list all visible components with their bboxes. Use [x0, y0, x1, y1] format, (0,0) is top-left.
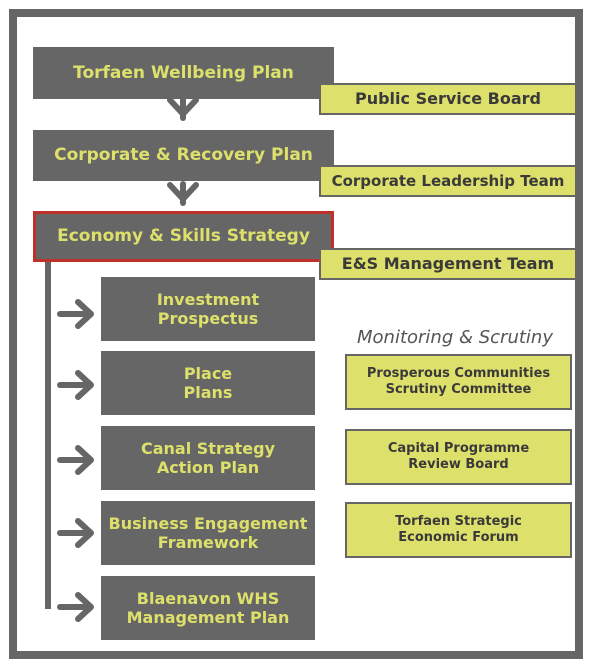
plan-box-canal — [101, 426, 315, 490]
corporate-plan-label: Corporate & Recovery Plan — [54, 145, 313, 166]
plan-box-business — [101, 501, 315, 565]
plan-line2: Prospectus — [157, 309, 259, 328]
wellbeing-plan-label: Torfaen Wellbeing Plan — [73, 62, 294, 83]
economy-strategy-label: Economy & Skills Strategy — [57, 226, 310, 247]
down-arrow-1 — [170, 99, 196, 118]
wellbeing-plan-box — [33, 47, 334, 99]
plan-line2: Framework — [157, 533, 259, 552]
right-arrow-2 — [60, 373, 91, 397]
plan-line1: Business Engagement — [108, 513, 308, 533]
plan-box-blaenavon — [101, 576, 315, 640]
right-arrow-3 — [60, 448, 91, 472]
corporate-plan-box — [33, 130, 334, 181]
plan-box-place — [101, 351, 315, 415]
plan-line1: Investment — [156, 289, 260, 309]
plan-line1: Blaenavon WHS — [136, 588, 280, 608]
monitoring-line1: Prosperous Communities — [366, 366, 551, 382]
monitoring-box-capital — [345, 429, 572, 485]
monitoring-box-forum — [345, 502, 572, 558]
monitoring-line1: Torfaen Strategic — [395, 514, 522, 530]
es-team-box — [319, 248, 577, 280]
public-service-board-box — [319, 83, 577, 115]
plan-line2: Action Plan — [156, 458, 260, 477]
monitoring-heading: Monitoring & Scrutiny — [357, 327, 553, 348]
economy-strategy-box — [33, 211, 334, 262]
down-arrow-2 — [170, 184, 196, 203]
right-arrow-1 — [60, 302, 91, 326]
plan-line1: Canal Strategy — [140, 438, 276, 458]
monitoring-line2: Economic Forum — [398, 530, 519, 545]
public-service-board-label: Public Service Board — [354, 89, 541, 109]
right-arrow-5 — [60, 595, 91, 619]
monitoring-line2: Review Board — [408, 457, 509, 472]
right-arrow-4 — [60, 521, 91, 545]
plan-line2: Management Plan — [126, 608, 290, 627]
monitoring-box-scrutiny — [345, 354, 572, 410]
es-team-label: E&S Management Team — [341, 254, 555, 274]
corporate-team-box — [319, 165, 577, 197]
monitoring-line1: Capital Programme — [387, 441, 530, 457]
corporate-team-label: Corporate Leadership Team — [331, 172, 565, 190]
plan-line1: Place — [183, 363, 233, 383]
monitoring-line2: Scrutiny Committee — [385, 382, 532, 397]
plan-line2: Plans — [183, 383, 233, 402]
plan-box-investment — [101, 277, 315, 341]
